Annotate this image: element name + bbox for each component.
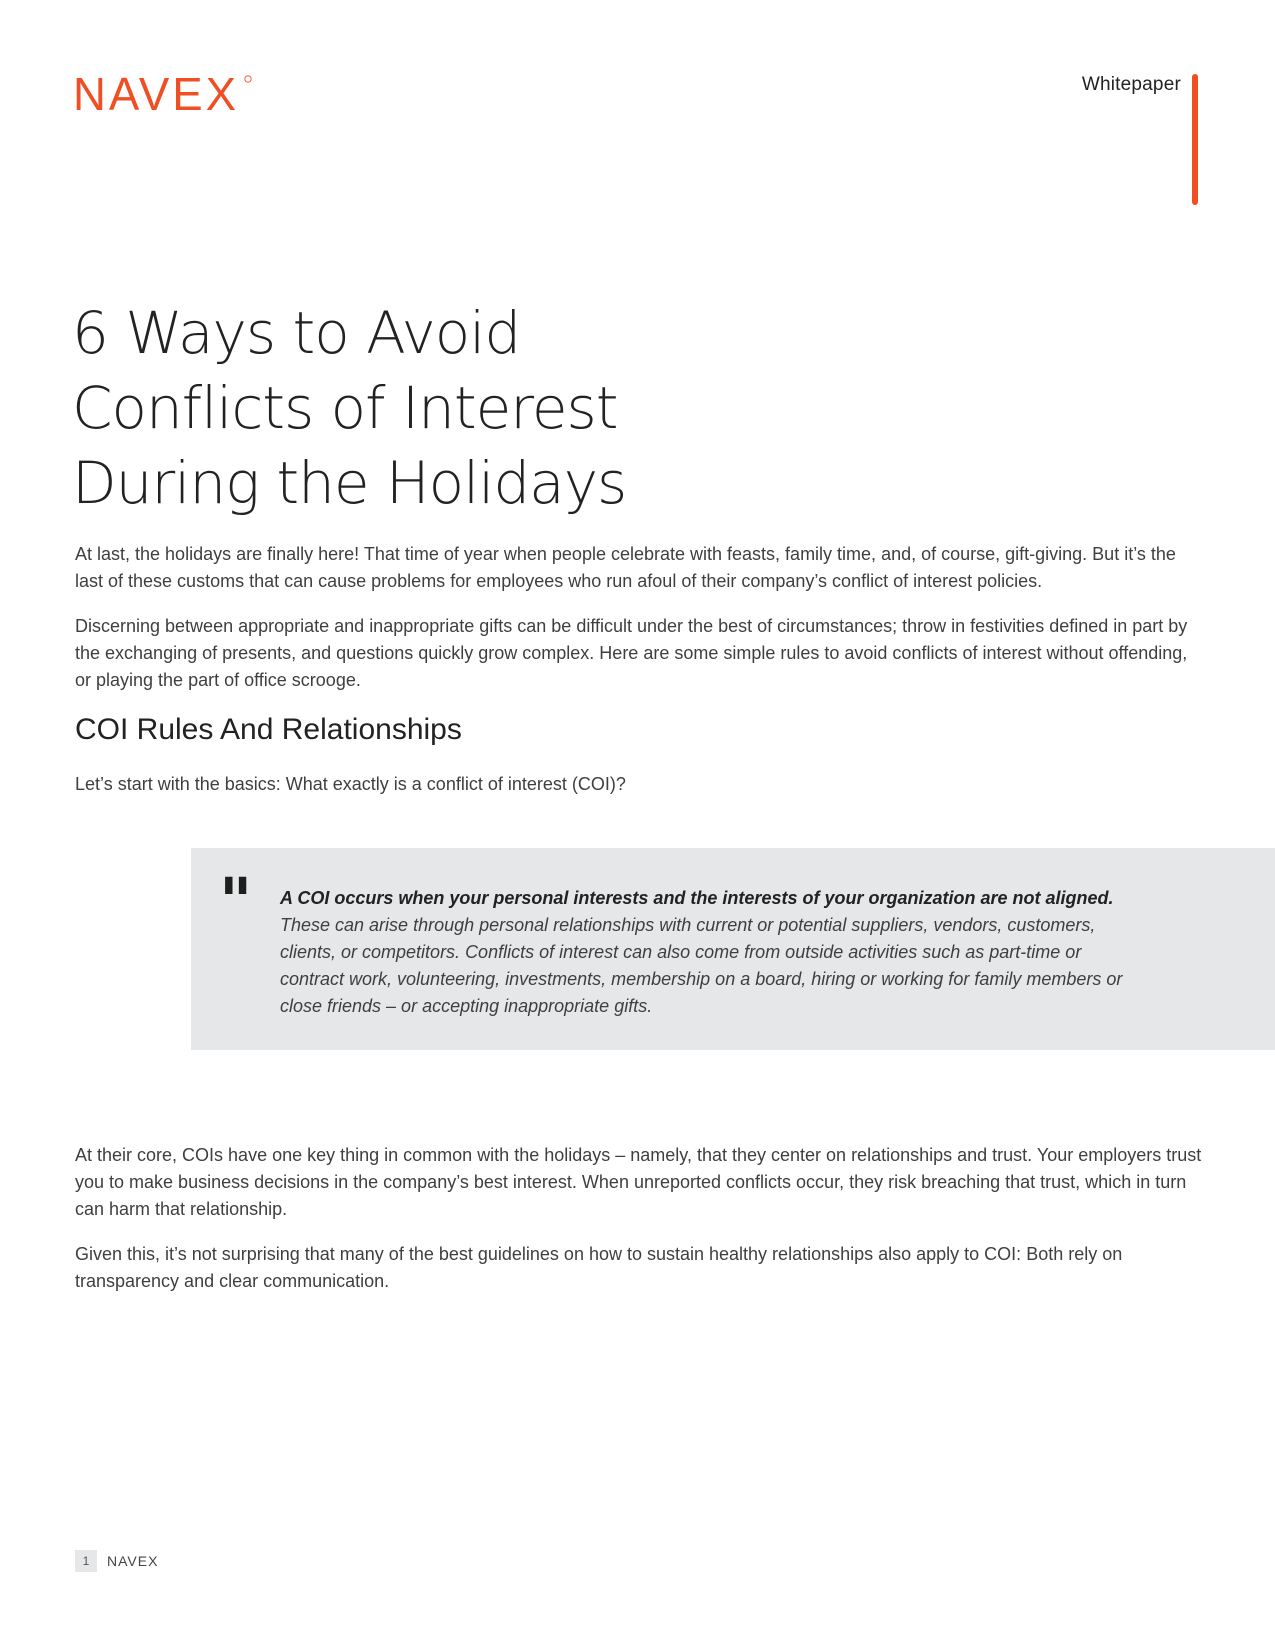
section-heading: COI Rules And Relationships <box>75 713 462 746</box>
page-title <box>72 296 626 521</box>
quote-lead: A COI occurs when your personal interests and the interests of your organization are not aligned. <box>280 888 1114 908</box>
logo-text: NAVEX <box>73 74 239 114</box>
header-accent-bar <box>1192 74 1198 205</box>
pull-quote <box>191 848 1275 1050</box>
page-footer <box>75 1550 158 1572</box>
section-question: Let’s start with the basics: What exactly is a conflict of interest (COI)? <box>75 774 626 794</box>
intro-paragraph-1: At last, the holidays are finally here! That time of year when people celebrate with feasts, family time, and, of course, gift-giving. But it’s the last of these customs that can cause problems for employees who run afoul of their company’s conflict of interest policies. <box>75 544 1176 591</box>
title-line-1: 6 Ways to Avoid <box>72 299 521 367</box>
quote-body: These can arise through personal relationships with current or potential suppliers, vendors, customers, clients, or competitors. Conflicts of interest can also come from outside activities such as part-time or contract work, volunteering, investments, membership on a board, hiring or working for family members or close friends – or accepting inappropriate gifts. <box>280 915 1123 1016</box>
title-line-2: Conflicts of Interest <box>72 374 618 442</box>
registered-mark-icon <box>245 76 251 82</box>
closing-paragraph-2: Given this, it’s not surprising that many of the best guidelines on how to sustain healthy relationships also apply to COI: Both rely on transparency and clear communication. <box>75 1244 1123 1291</box>
quote-text <box>280 885 1140 1020</box>
page-number: 1 <box>75 1550 97 1572</box>
intro-paragraph-2: Discerning between appropriate and inappropriate gifts can be difficult under the best of circumstances; throw in festivities defined in part by the exchanging of presents, and questions quickly grow complex. Here are some simple rules to avoid conflicts of interest without offending, or playing the part of office scrooge. <box>75 616 1188 690</box>
closing-paragraph-1: At their core, COIs have one key thing in common with the holidays – namely, that they center on relationships and trust. Your employers trust you to make business decisions in the company’s best interest. When unreported conflicts occur, they risk breaching that trust, which in turn can harm that relationship. <box>75 1145 1202 1219</box>
footer-brand: NAVEX <box>107 1553 159 1569</box>
navex-logo <box>73 74 253 114</box>
document-type-label: Whitepaper <box>1081 74 1181 95</box>
title-line-3: During the Holidays <box>72 449 627 517</box>
quote-mark-icon: " <box>219 864 253 939</box>
